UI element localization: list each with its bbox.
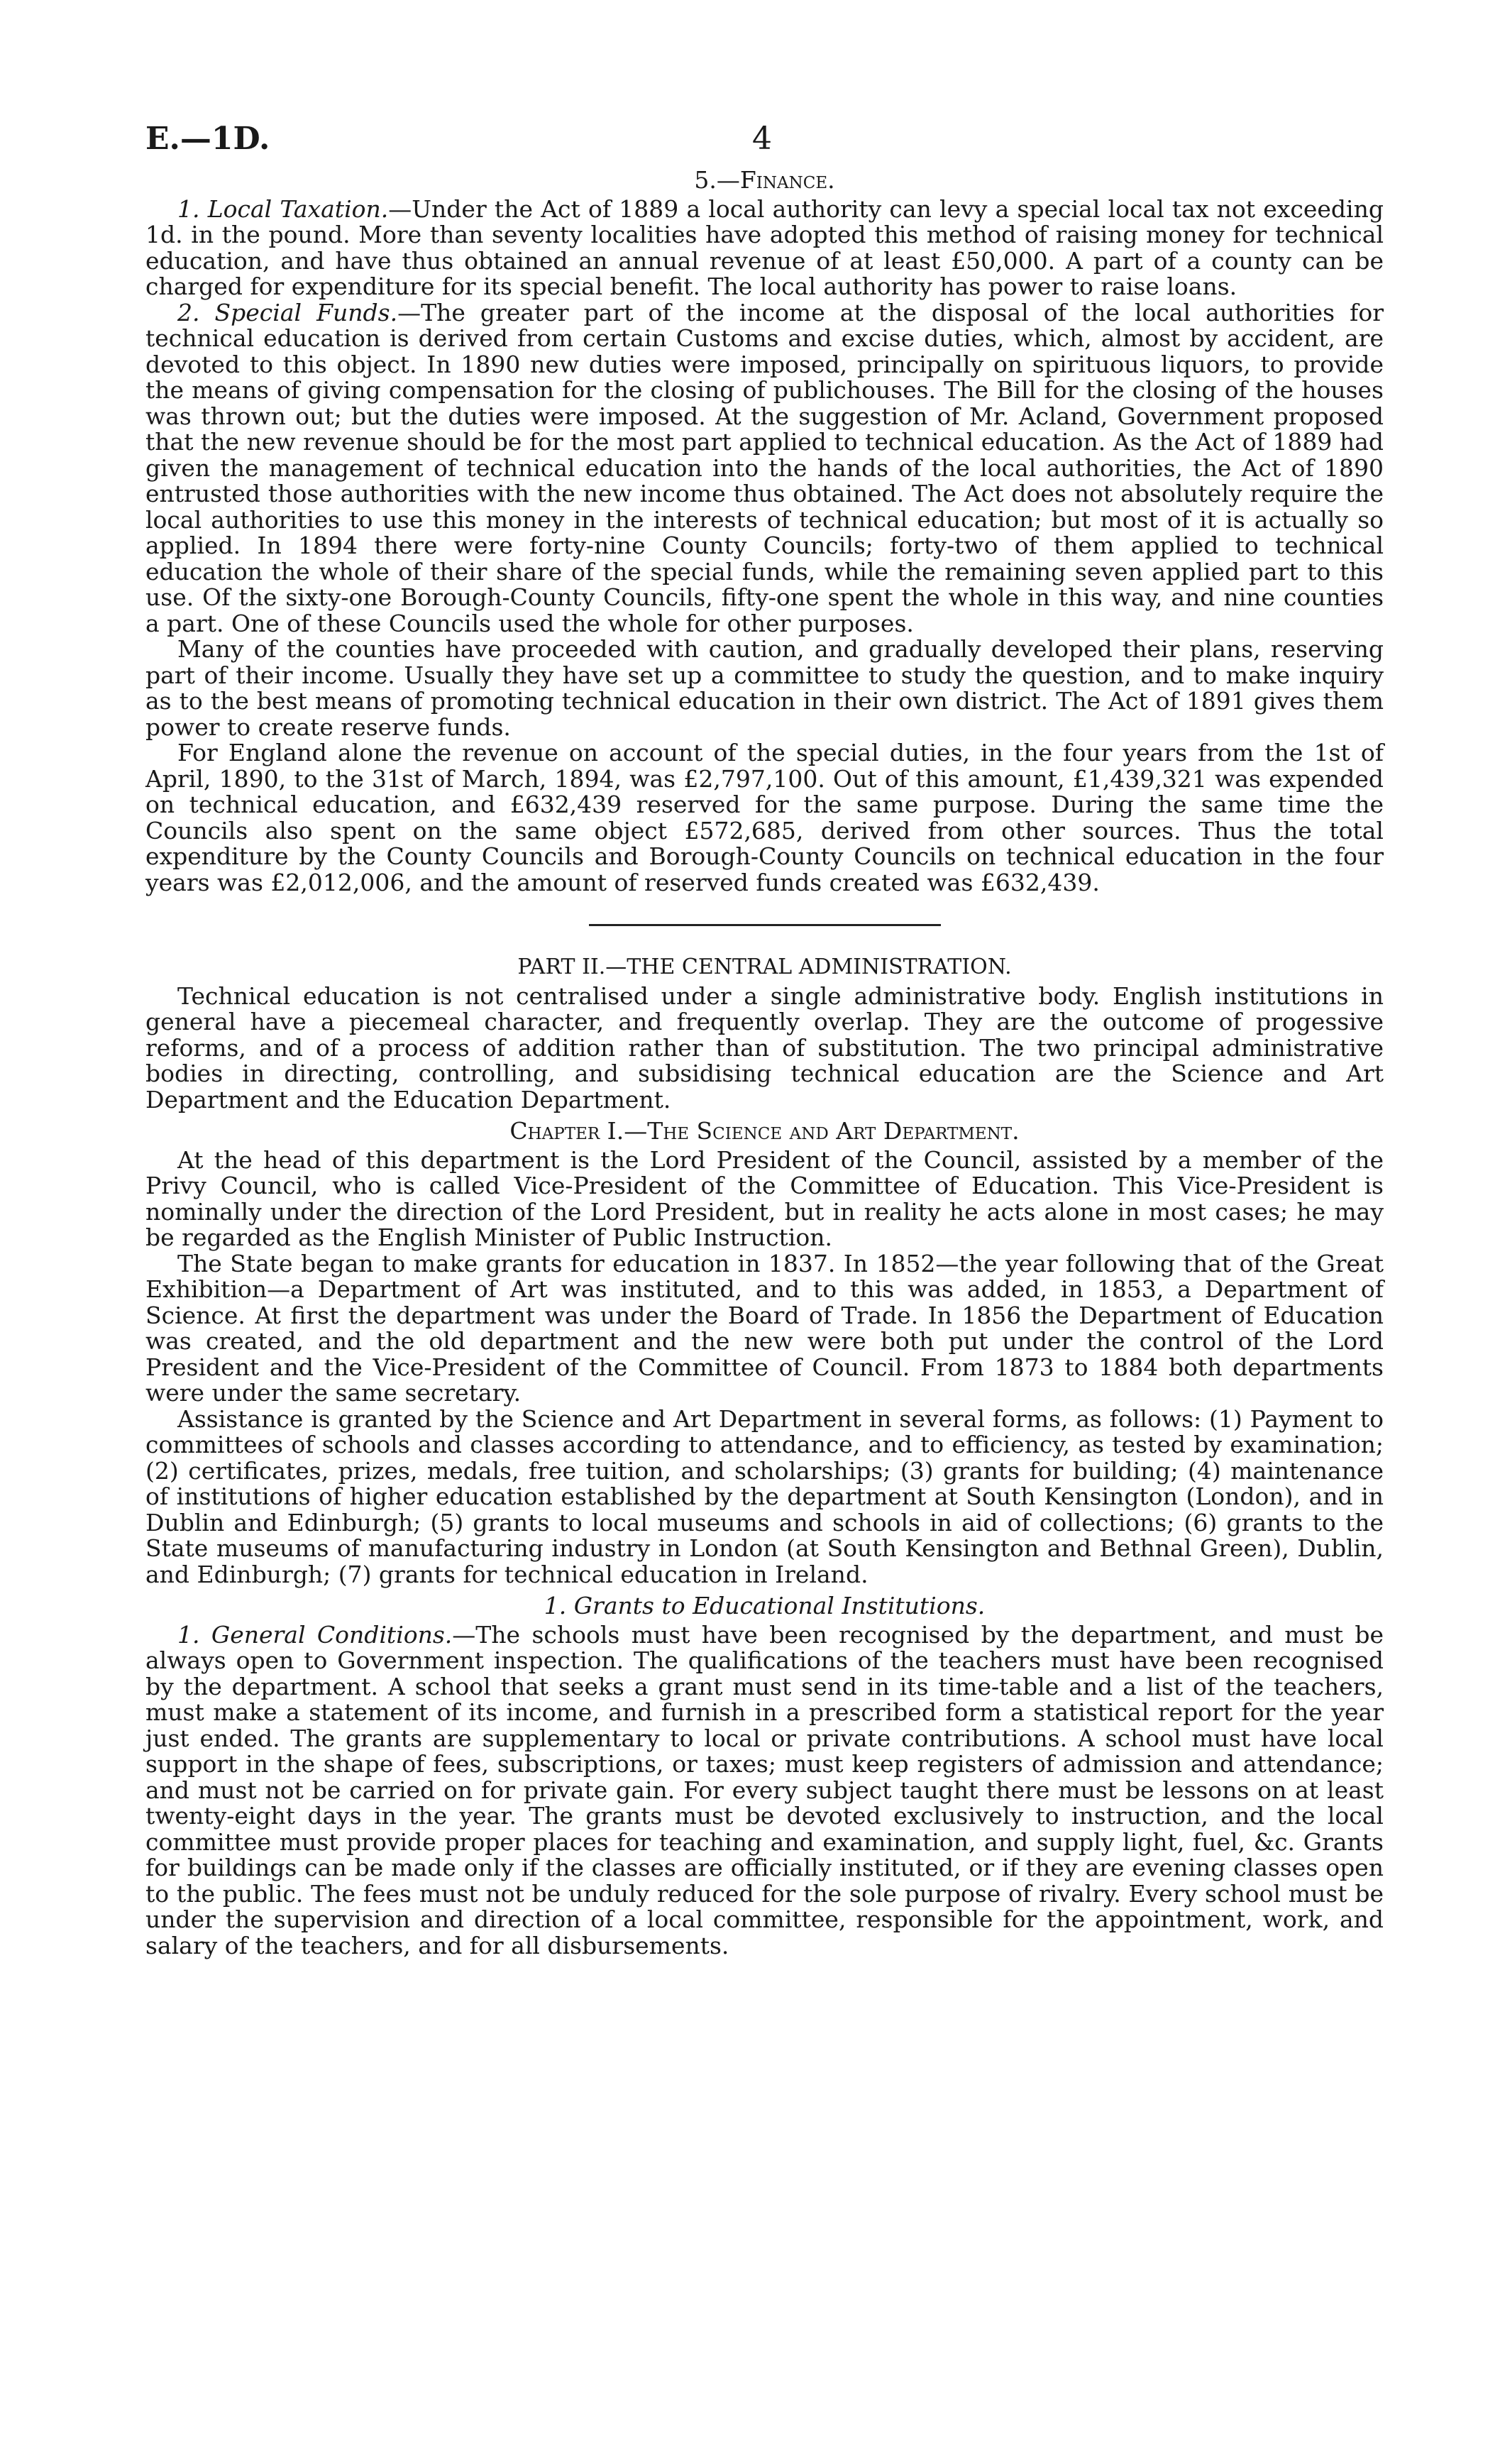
finance-heading: 5.—Finance.: [694, 166, 835, 194]
section-divider: [589, 924, 941, 926]
special-funds-text: —The greater part of the income at the disposal of the local authorities for technical education is derived from certain Customs and excise duties, which, almost by accident, are devoted to this object. In 1890 new duties were imposed, principally on spirituous liquors, to provide the means of giving compensation for the closing of publichouses. The Bill for the closing of the houses was thrown out; but the duties were imposed. At the suggestion of Mr. Acland, Government proposed that the new revenue should be for the most part applied to technical education. As the Act of 1889 had given the management of technical education into the hands of the local authorities, the Act of 1890 entrusted those authorities with the new income thus obtained. The Act does not absolutely require the local authorities to use this money in the interests of technical education; but most of it is actually so applied. In 1894 there were forty-nine County Councils; forty-two of them applied to technical education the whole of their share of the special funds, while the remaining seven applied part to this use. Of the sixty-one Borough-County Councils, fifty-one spent the whole in this way, and nine counties a part. One of these Councils used the whole for other purposes.: [145, 298, 1384, 637]
general-conditions-lead: 1. General Conditions.: [177, 1620, 453, 1649]
section-code: E.—1D.: [145, 121, 270, 157]
grants-heading: 1. Grants to Educational Institutions.: [544, 1592, 986, 1619]
special-funds-paragraph: [145, 300, 1384, 637]
part2-intro-paragraph: Technical education is not centralised under a single administrative body. English institutions in general have a piecemeal character, and frequently overlap. They are the outcome of progessive reforms, and of a process of addition rather than of substitution. The two principal administrative bodies in directing, controlling, and subsidising technical education are the Science and Art Department and the Education Department.: [145, 981, 1384, 1113]
general-conditions-paragraph: [145, 1622, 1384, 1959]
lord-president-paragraph: At the head of this department is the Lord President of the Council, assisted by a member of the Privy Council, who is called Vice-President of the Committee of Education. This Vice-President is nominally under the direction of the Lord President, but in reality he acts alone in most cases; he may be regarded as the English Minister of Public Instruction.: [145, 1145, 1384, 1251]
part2-heading: PART II.—THE CENTRAL ADMINISTRATION.: [517, 955, 1012, 979]
page-body: [145, 167, 1384, 1959]
assistance-forms-paragraph: Assistance is granted by the Science and Art Department in several forms, as follows: (1) Payment to committees of schools and classes according to attendance, and to efficiency, as tested by examination; (2) certificates, prizes, medals, free tuition, and scholarships; (3) grants for building; (4) maintenance of institutions of higher education established by the department at South Kensington (London), and in Dublin and Edinburgh; (5) grants to local museums and schools in aid of collections; (6) grants to the State museums of manufacturing industry in London (at South Kensington and Bethnal Green), Dublin, and Edinburgh; (7) grants for technical education in Ireland.: [145, 1404, 1384, 1588]
local-taxation-lead: 1. Local Taxation.: [177, 194, 389, 223]
state-grants-history-paragraph: The State began to make grants for education in 1837. In 1852—the year following that of the Great Exhibition—a Department of Art was instituted, and to this was added, in 1853, a Department of Science. At first the department was under the Board of Trade. In 1856 the Department of Education was created, and the old department and the new were both put under the control of the Lord President and the Vice-President of the Committee of Council. From 1873 to 1884 both departments were under the same secretary.: [145, 1249, 1384, 1407]
england-revenue-paragraph: For England alone the revenue on account of the special duties, in the four years from the 1st of April, 1890, to the 31st of March, 1894, was £2,797,100. Out of this amount, £1,439,321 was expended on technical education, and £632,439 reserved for the same purpose. During the same time the Councils also spent on the same object £572,685, derived from other sources. Thus the total expenditure by the County Councils and Borough-County Councils on technical education in the four years was £2,012,006, and the amount of reserved funds created was £632,439.: [145, 739, 1384, 896]
local-taxation-text: —Under the Act of 1889 a local authority can levy a special local tax not exceeding 1d. in the pound. More than seventy localities have adopted this method of raising money for technical education, and have thus obtained an annual revenue of at least £50,000. A part of a county can be charged for expenditure for its special benefit. The local authority has power to raise loans.: [145, 194, 1384, 300]
counties-paragraph: Many of the counties have proceeded with caution, and gradually developed their plans, reserving part of their income. Usually they have set up a committee to study the question, and to make inquiry as to the best means of promoting technical education in their own district. The Act of 1891 gives them power to create reserve funds.: [145, 635, 1384, 741]
general-conditions-text: —The schools must have been recognised by the department, and must be always open to Government inspection. The qualifications of the teachers must have been recognised by the department. A school that seeks a grant must send in its time-table and a list of the teachers, must make a statement of its income, and furnish in a prescribed form a statistical report for the year just ended. The grants are supplementary to local or private contributions. A school must have local support in the shape of fees, subscriptions, or taxes; must keep registers of admission and attendance; and must not be carried on for private gain. For every subject taught there must be lessons on at least twenty-eight days in the year. The grants must be devoted exclusively to instruction, and the local committee must provide proper places for teaching and examination, and supply light, fuel, &c. Grants for buildings can be made only if the classes are officially instituted, or if they are evening classes open to the public. The fees must not be unduly reduced for the sole purpose of rivalry. Every school must be under the supervision and direction of a local committee, responsible for the appointment, work, and salary of the teachers, and for all disbursements.: [145, 1620, 1384, 1959]
page-header: [145, 121, 1384, 163]
chapter1-heading: Chapter I.—The Science and Art Department.: [509, 1117, 1020, 1145]
special-funds-lead: 2. Special Funds.: [177, 298, 398, 326]
page-number: 4: [752, 121, 772, 157]
local-taxation-paragraph: [145, 194, 1384, 300]
